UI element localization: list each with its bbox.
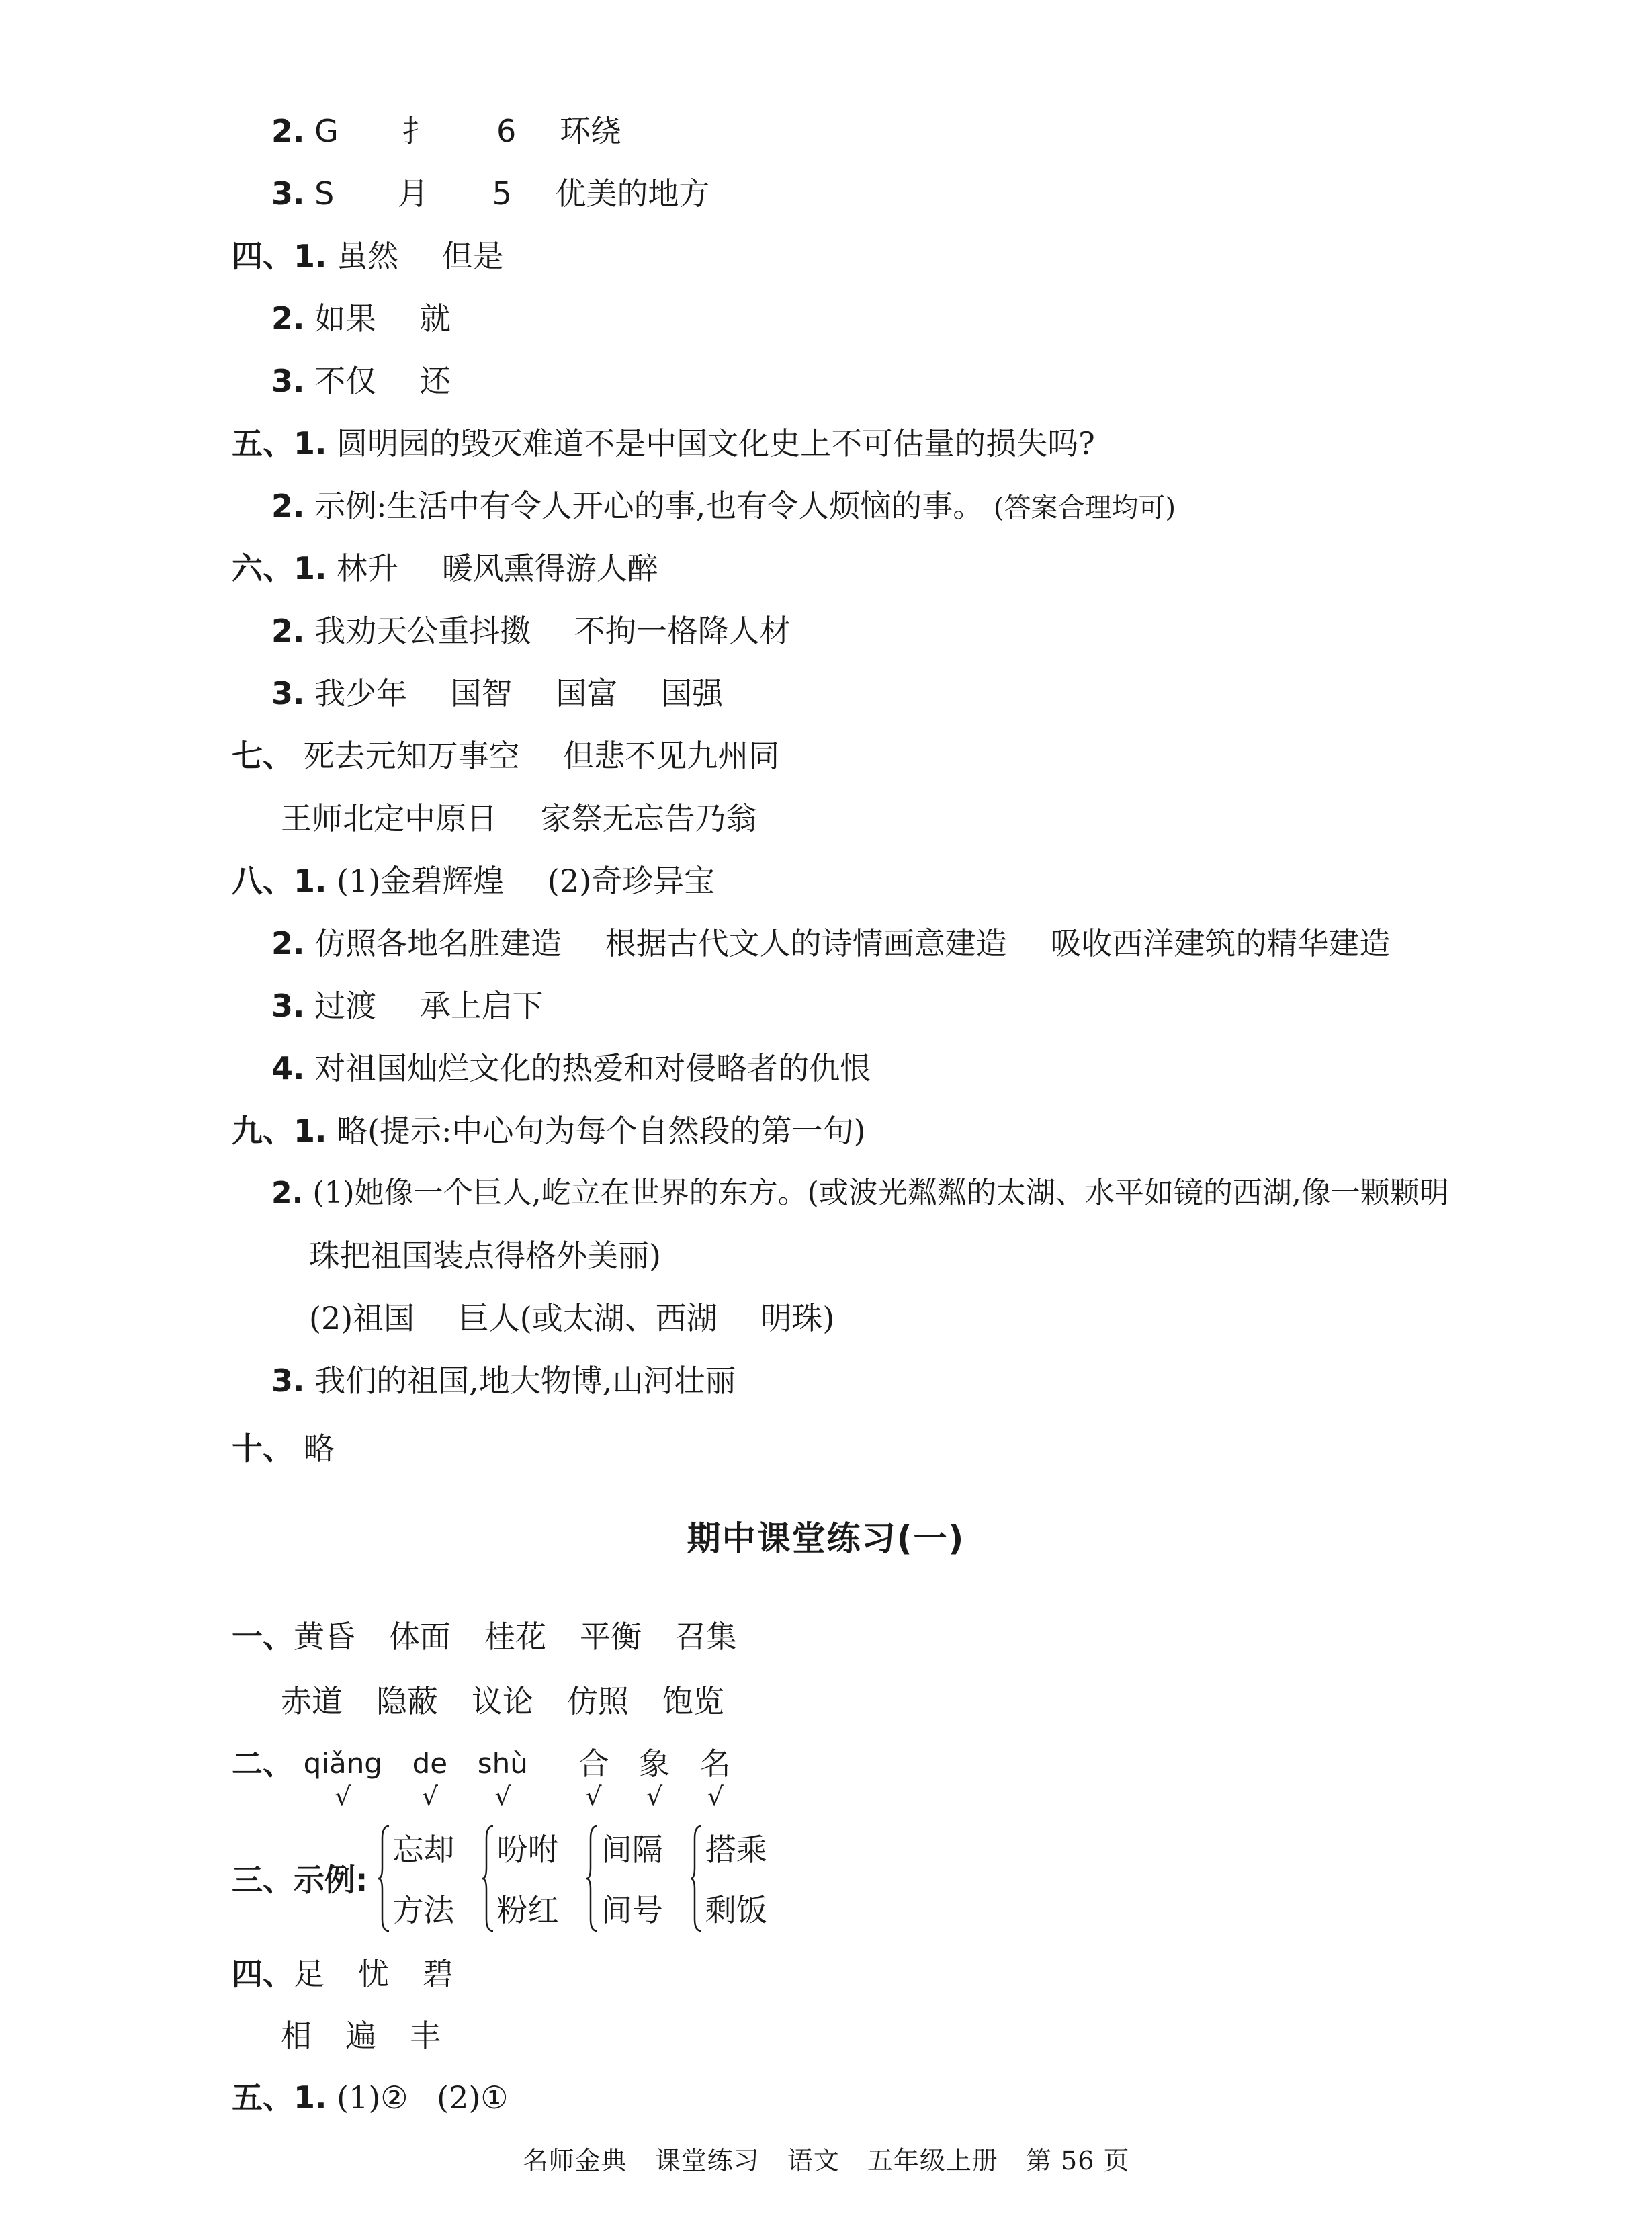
answer-item: 暖风熏得游人醉	[441, 550, 658, 587]
answer-item: 我少年	[314, 675, 408, 712]
answer-line	[271, 354, 451, 408]
group-word: 吩咐	[496, 1832, 559, 1868]
answer-item: 王师北定中原日	[281, 800, 497, 836]
char-answer	[639, 1740, 670, 1810]
group-word: 剩饭	[705, 1892, 767, 1928]
part3-marker: 三、示例:	[232, 1862, 368, 1898]
word: 议论	[472, 1683, 533, 1719]
answer-item: 过渡	[314, 988, 377, 1024]
answer-item: 我们的祖国,地大物博,山河壮丽	[314, 1363, 736, 1399]
answer-line	[271, 1166, 1449, 1220]
footer-item: 语文	[787, 2146, 840, 2176]
answer-item: S	[314, 175, 335, 212]
word: 饱览	[662, 1683, 724, 1719]
answer-line	[232, 729, 779, 783]
answer-line	[271, 479, 1176, 533]
character: 合	[578, 1746, 609, 1782]
answer-line	[271, 604, 791, 658]
check-mark: √	[707, 1782, 724, 1811]
answer-item: 对祖国灿烂文化的热爱和对侵略者的仇恨	[314, 1050, 871, 1086]
answer-item: 月	[397, 175, 429, 212]
character: 足	[294, 1956, 324, 1992]
answer-line	[309, 1291, 834, 1345]
answer-item: (1)②	[337, 2079, 408, 2116]
part1-row	[281, 1674, 724, 1728]
pinyin-answer	[412, 1740, 448, 1810]
pinyin-answer	[304, 1740, 382, 1810]
check-mark: √	[646, 1782, 663, 1811]
answer-line	[271, 104, 621, 158]
character: 忧	[358, 1956, 389, 1992]
character: 象	[639, 1746, 670, 1782]
answer-item: 国富	[556, 675, 618, 712]
answer-line	[232, 1422, 335, 1475]
answer-line	[271, 1041, 871, 1095]
line-marker: 3.	[271, 175, 305, 212]
word: 平衡	[580, 1619, 642, 1655]
pinyin: qiǎng	[303, 1747, 382, 1780]
answer-line	[271, 979, 544, 1033]
group-word: 方法	[392, 1892, 455, 1928]
line-marker: 4.	[271, 1050, 305, 1086]
part4-marker: 四、	[232, 1956, 294, 1992]
line-marker: 十、	[232, 1430, 294, 1467]
answer-item: 吸收西洋建筑的精华建造	[1050, 925, 1391, 961]
word: 隐蔽	[376, 1683, 438, 1719]
answer-item: 如果	[314, 300, 377, 337]
line-marker: 3.	[271, 988, 305, 1024]
check-mark: √	[421, 1782, 438, 1811]
part1-marker: 一、	[232, 1619, 294, 1655]
line-marker: 3.	[271, 675, 305, 712]
answer-item: (1)金碧辉煌	[337, 863, 505, 899]
line-marker: 2.	[271, 613, 305, 649]
answer-item: 国智	[450, 675, 513, 712]
word: 黄昏	[294, 1619, 355, 1655]
answer-line	[271, 167, 709, 220]
answer-item: 但是	[441, 238, 504, 274]
character: 遍	[345, 2018, 376, 2054]
pinyin: de	[412, 1747, 448, 1780]
answer-item: (2)奇珍异宝	[547, 863, 715, 899]
line-marker: 八、1.	[232, 863, 327, 899]
answer-line	[271, 666, 723, 720]
answer-line	[281, 791, 757, 845]
pinyin: shù	[477, 1747, 528, 1780]
answer-line	[309, 1229, 661, 1283]
answer-item: 仿照各地名胜建造	[314, 925, 562, 961]
answer-line	[232, 417, 1095, 470]
character: 丰	[410, 2018, 441, 2054]
line-marker: 2.	[271, 300, 305, 337]
line-marker: 五、1.	[232, 425, 327, 462]
part4-row	[232, 1947, 453, 2001]
answer-item: 承上启下	[419, 988, 544, 1024]
line-marker: 2.	[271, 1176, 304, 1210]
answer-item: 死去元知万事空	[303, 738, 520, 774]
answer-item: 示例:生活中有令人开心的事,也有令人烦恼的事。	[314, 488, 984, 524]
word-group	[393, 1819, 455, 1940]
group-word: 搭乘	[705, 1832, 767, 1868]
pinyin-answer	[478, 1740, 528, 1810]
part5-marker: 五、1.	[232, 2079, 327, 2116]
group-word: 间隔	[601, 1832, 663, 1868]
line-marker: 四、1.	[232, 238, 327, 274]
part4-row	[281, 2009, 441, 2063]
answer-item: 略(提示:中心句为每个自然段的第一句)	[337, 1113, 866, 1149]
line-marker: 2.	[271, 113, 305, 149]
section-title: 期中课堂练习(一)	[687, 1519, 965, 1558]
word: 召集	[675, 1619, 737, 1655]
answer-item: G	[314, 113, 339, 149]
line-marker: 九、1.	[232, 1113, 327, 1149]
answer-line	[232, 854, 715, 908]
part3-row	[232, 1819, 794, 1947]
answer-item: 扌	[402, 113, 433, 149]
footer-item: 名师金典	[522, 2146, 627, 2176]
part1-row	[232, 1610, 737, 1664]
answer-item: 我劝天公重抖擞	[314, 613, 531, 649]
answer-item: 但悲不见九州同	[563, 738, 780, 774]
answer-item: 虽然	[337, 238, 399, 274]
answer-line	[232, 1104, 866, 1158]
answer-item: 6	[496, 113, 517, 149]
page-number: 第 56 页	[1025, 2146, 1130, 2176]
brace-icon	[378, 1825, 390, 1932]
answer-line	[232, 542, 658, 595]
answer-note: (答案合理均可)	[993, 492, 1176, 523]
word: 体面	[389, 1619, 451, 1655]
character: 相	[281, 2018, 312, 2054]
part2-marker: 二、	[232, 1746, 294, 1782]
character: 名	[699, 1746, 731, 1782]
answer-item: 珠把祖国装点得格外美丽)	[309, 1238, 661, 1274]
answer-item: 5	[492, 175, 512, 212]
brace-icon	[586, 1825, 599, 1932]
answer-item: 还	[419, 363, 451, 399]
answer-item: 不拘一格降人材	[574, 613, 791, 649]
answer-item: 略	[303, 1430, 335, 1467]
answer-item: 优美的地方	[555, 175, 710, 212]
line-marker: 3.	[271, 363, 305, 399]
word-group	[601, 1819, 663, 1940]
answer-item: (2)祖国	[309, 1300, 415, 1336]
group-word: 粉红	[496, 1892, 559, 1928]
check-mark: √	[494, 1782, 511, 1811]
char-answer	[700, 1740, 731, 1810]
group-word: 间号	[601, 1892, 663, 1928]
answer-line	[232, 229, 504, 283]
answer-line	[271, 292, 451, 345]
answer-item: 环绕	[559, 113, 621, 149]
answer-item: 巨人(或太湖、西湖	[458, 1300, 718, 1336]
answer-item: 不仅	[314, 363, 377, 399]
group-word: 忘却	[392, 1832, 455, 1868]
answer-item: 林升	[337, 550, 399, 587]
answer-item: 家祭无忘告乃翁	[540, 800, 757, 836]
word: 仿照	[567, 1683, 629, 1719]
char-answer	[578, 1740, 609, 1810]
answer-item: 国强	[660, 675, 723, 712]
line-marker: 2.	[271, 488, 305, 524]
answer-line	[271, 1354, 736, 1408]
line-marker: 六、1.	[232, 550, 327, 587]
answer-item: (2)①	[437, 2079, 509, 2116]
answer-item: 就	[419, 300, 451, 337]
check-mark: √	[585, 1782, 602, 1811]
part5-row	[232, 2071, 509, 2124]
word-group	[497, 1819, 559, 1940]
word: 桂花	[484, 1619, 546, 1655]
line-marker: 3.	[271, 1363, 305, 1399]
character: 碧	[423, 1956, 453, 1992]
word-group	[705, 1819, 767, 1940]
footer-item: 课堂练习	[654, 2146, 760, 2176]
answer-item: 圆明园的毁灭难道不是中国文化史上不可估量的损失吗?	[337, 425, 1095, 462]
page-footer	[0, 2140, 1652, 2177]
answer-item: 明珠)	[760, 1300, 835, 1336]
part2-row	[232, 1740, 751, 1821]
line-marker: 七、	[232, 738, 294, 774]
footer-item: 五年级上册	[867, 2146, 998, 2176]
word: 赤道	[281, 1683, 343, 1719]
answer-item: (1)她像一个巨人,屹立在世界的东方。(或波光粼粼的太湖、水平如镜的西湖,像一颗颗明	[312, 1176, 1449, 1210]
brace-icon	[482, 1825, 494, 1932]
check-mark: √	[335, 1782, 351, 1811]
answer-line	[271, 916, 1390, 970]
brace-icon	[691, 1825, 703, 1932]
answer-item: 根据古代文人的诗情画意建造	[605, 925, 1007, 961]
line-marker: 2.	[271, 925, 305, 961]
